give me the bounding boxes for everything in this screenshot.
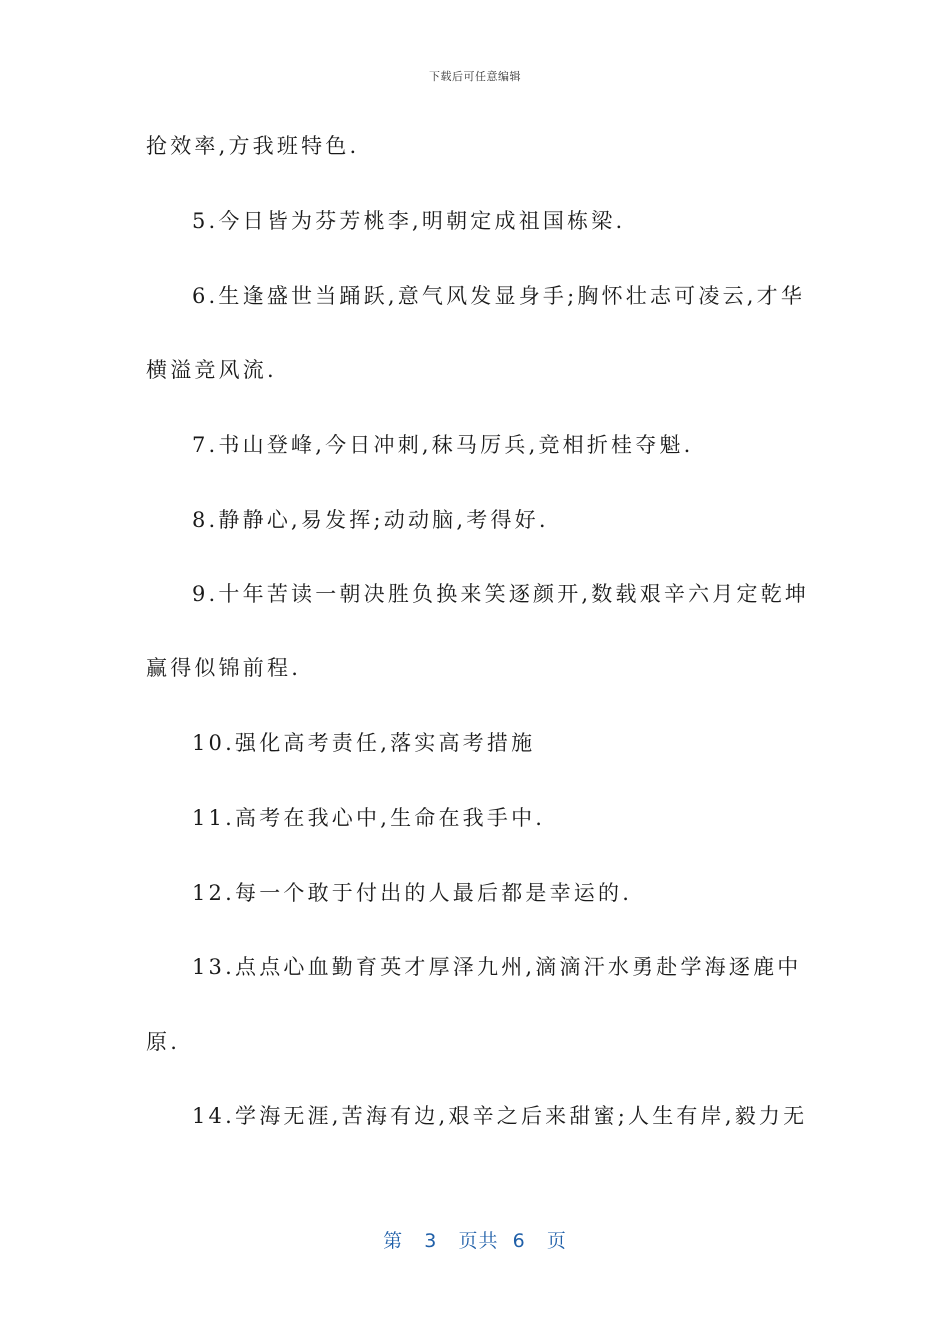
text-line: 抢效率,方我班特色.	[146, 134, 360, 158]
text-line: 10.强化高考责任,落实高考措施	[192, 731, 536, 755]
page-footer	[0, 1226, 950, 1253]
text-line: 6.生逢盛世当踊跃,意气风发显身手;胸怀壮志可凌云,才华	[192, 284, 806, 308]
page-header: 下载后可任意编辑	[429, 70, 521, 83]
text-line: 8.静静心,易发挥;动动脑,考得好.	[192, 508, 549, 532]
footer-suffix: 页	[546, 1230, 567, 1252]
text-line: 13.点点心血勤育英才厚泽九州,滴滴汗水勇赴学海逐鹿中	[192, 955, 802, 979]
text-line: 原.	[146, 1030, 181, 1054]
text-line: 11.高考在我心中,生命在我手中.	[192, 806, 546, 830]
text-line: 14.学海无涯,苦海有边,艰辛之后来甜蜜;人生有岸,毅力无	[192, 1104, 808, 1128]
text-line: 赢得似锦前程.	[146, 656, 302, 680]
text-line: 5.今日皆为芬芳桃李,明朝定成祖国栋梁.	[192, 209, 626, 233]
text-line: 9.十年苦读一朝决胜负换来笑逐颜开,数载艰辛六月定乾坤	[192, 582, 810, 606]
total-pages-number: 6	[512, 1230, 526, 1252]
text-line: 12.每一个敢于付出的人最后都是幸运的.	[192, 881, 633, 905]
text-line: 7.书山登峰,今日冲刺,秣马厉兵,竞相折桂夺魁.	[192, 433, 694, 457]
footer-middle: 页共	[458, 1230, 499, 1252]
text-line: 横溢竞风流.	[146, 358, 277, 382]
current-page-number: 3	[424, 1230, 438, 1252]
footer-prefix: 第	[383, 1230, 404, 1252]
